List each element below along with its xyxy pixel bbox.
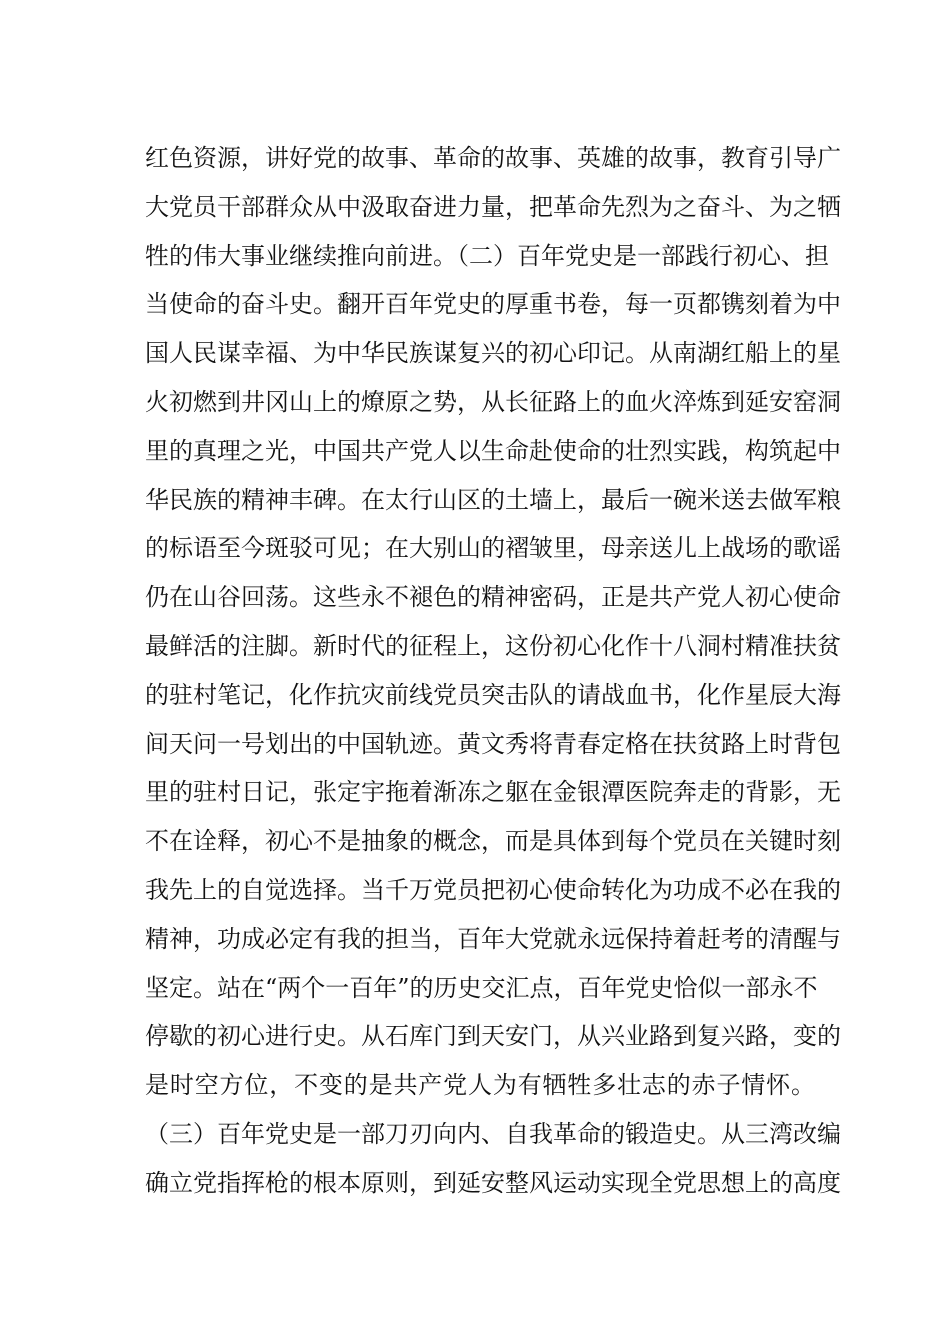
text-line: 里的真理之光，中国共产党人以生命赴使命的壮烈实践，构筑起中	[145, 436, 841, 465]
body-text	[145, 134, 841, 1208]
text-line: 仍在山谷回荡。这些永不褪色的精神密码，正是共产党人初心使命	[145, 583, 841, 612]
text-line: 华民族的精神丰碑。在太行山区的土墙上，最后一碗米送去做军粮	[145, 485, 841, 514]
text-line: 坚定。站在“两个一百年”的历史交汇点，百年党史恰似一部永不	[145, 973, 818, 1002]
text-line: 停歇的初心进行史。从石库门到天安门，从兴业路到复兴路，变的	[145, 1022, 841, 1051]
text-line: 当使命的奋斗史。翻开百年党史的厚重书卷，每一页都镌刻着为中	[145, 290, 841, 319]
text-line: （三）百年党史是一部刀刃向内、自我革命的锻造史。从三湾改编	[145, 1119, 841, 1148]
text-line: 大党员干部群众从中汲取奋进力量，把革命先烈为之奋斗、为之牺	[145, 192, 841, 221]
text-line: 红色资源，讲好党的故事、革命的故事、英雄的故事，教育引导广	[145, 144, 841, 172]
text-line: 确立党指挥枪的根本原则，到延安整风运动实现全党思想上的高度	[145, 1168, 841, 1197]
text-line: 火初燃到井冈山上的燎原之势，从长征路上的血火淬炼到延安窑洞	[145, 387, 841, 416]
text-line: 的标语至今斑驳可见；在大别山的褶皱里，母亲送儿上战场的歌谣	[145, 534, 841, 563]
text-line: 精神，功成必定有我的担当，百年大党就永远保持着赶考的清醒与	[145, 924, 841, 953]
text-line: 国人民谋幸福、为中华民族谋复兴的初心印记。从南湖红船上的星	[145, 339, 841, 368]
text-line: 的驻村笔记，化作抗灾前线党员突击队的请战血书，化作星辰大海	[145, 680, 841, 709]
text-line: 最鲜活的注脚。新时代的征程上，这份初心化作十八洞村精准扶贫	[145, 631, 841, 660]
text-line: 不在诠释，初心不是抽象的概念，而是具体到每个党员在关键时刻	[145, 827, 841, 856]
text-line: 是时空方位，不变的是共产党人为有牺牲多壮志的赤子情怀。	[145, 1071, 815, 1100]
text-line: 牲的伟大事业继续推向前进。（二）百年党史是一部践行初心、担	[145, 241, 829, 270]
text-line: 里的驻村日记，张定宇拖着渐冻之躯在金银潭医院奔走的背影，无	[145, 778, 841, 807]
text-line: 我先上的自觉选择。当千万党员把初心使命转化为功成不必在我的	[145, 875, 841, 904]
text-line: 间天问一号划出的中国轨迹。黄文秀将青春定格在扶贫路上时背包	[145, 729, 841, 758]
